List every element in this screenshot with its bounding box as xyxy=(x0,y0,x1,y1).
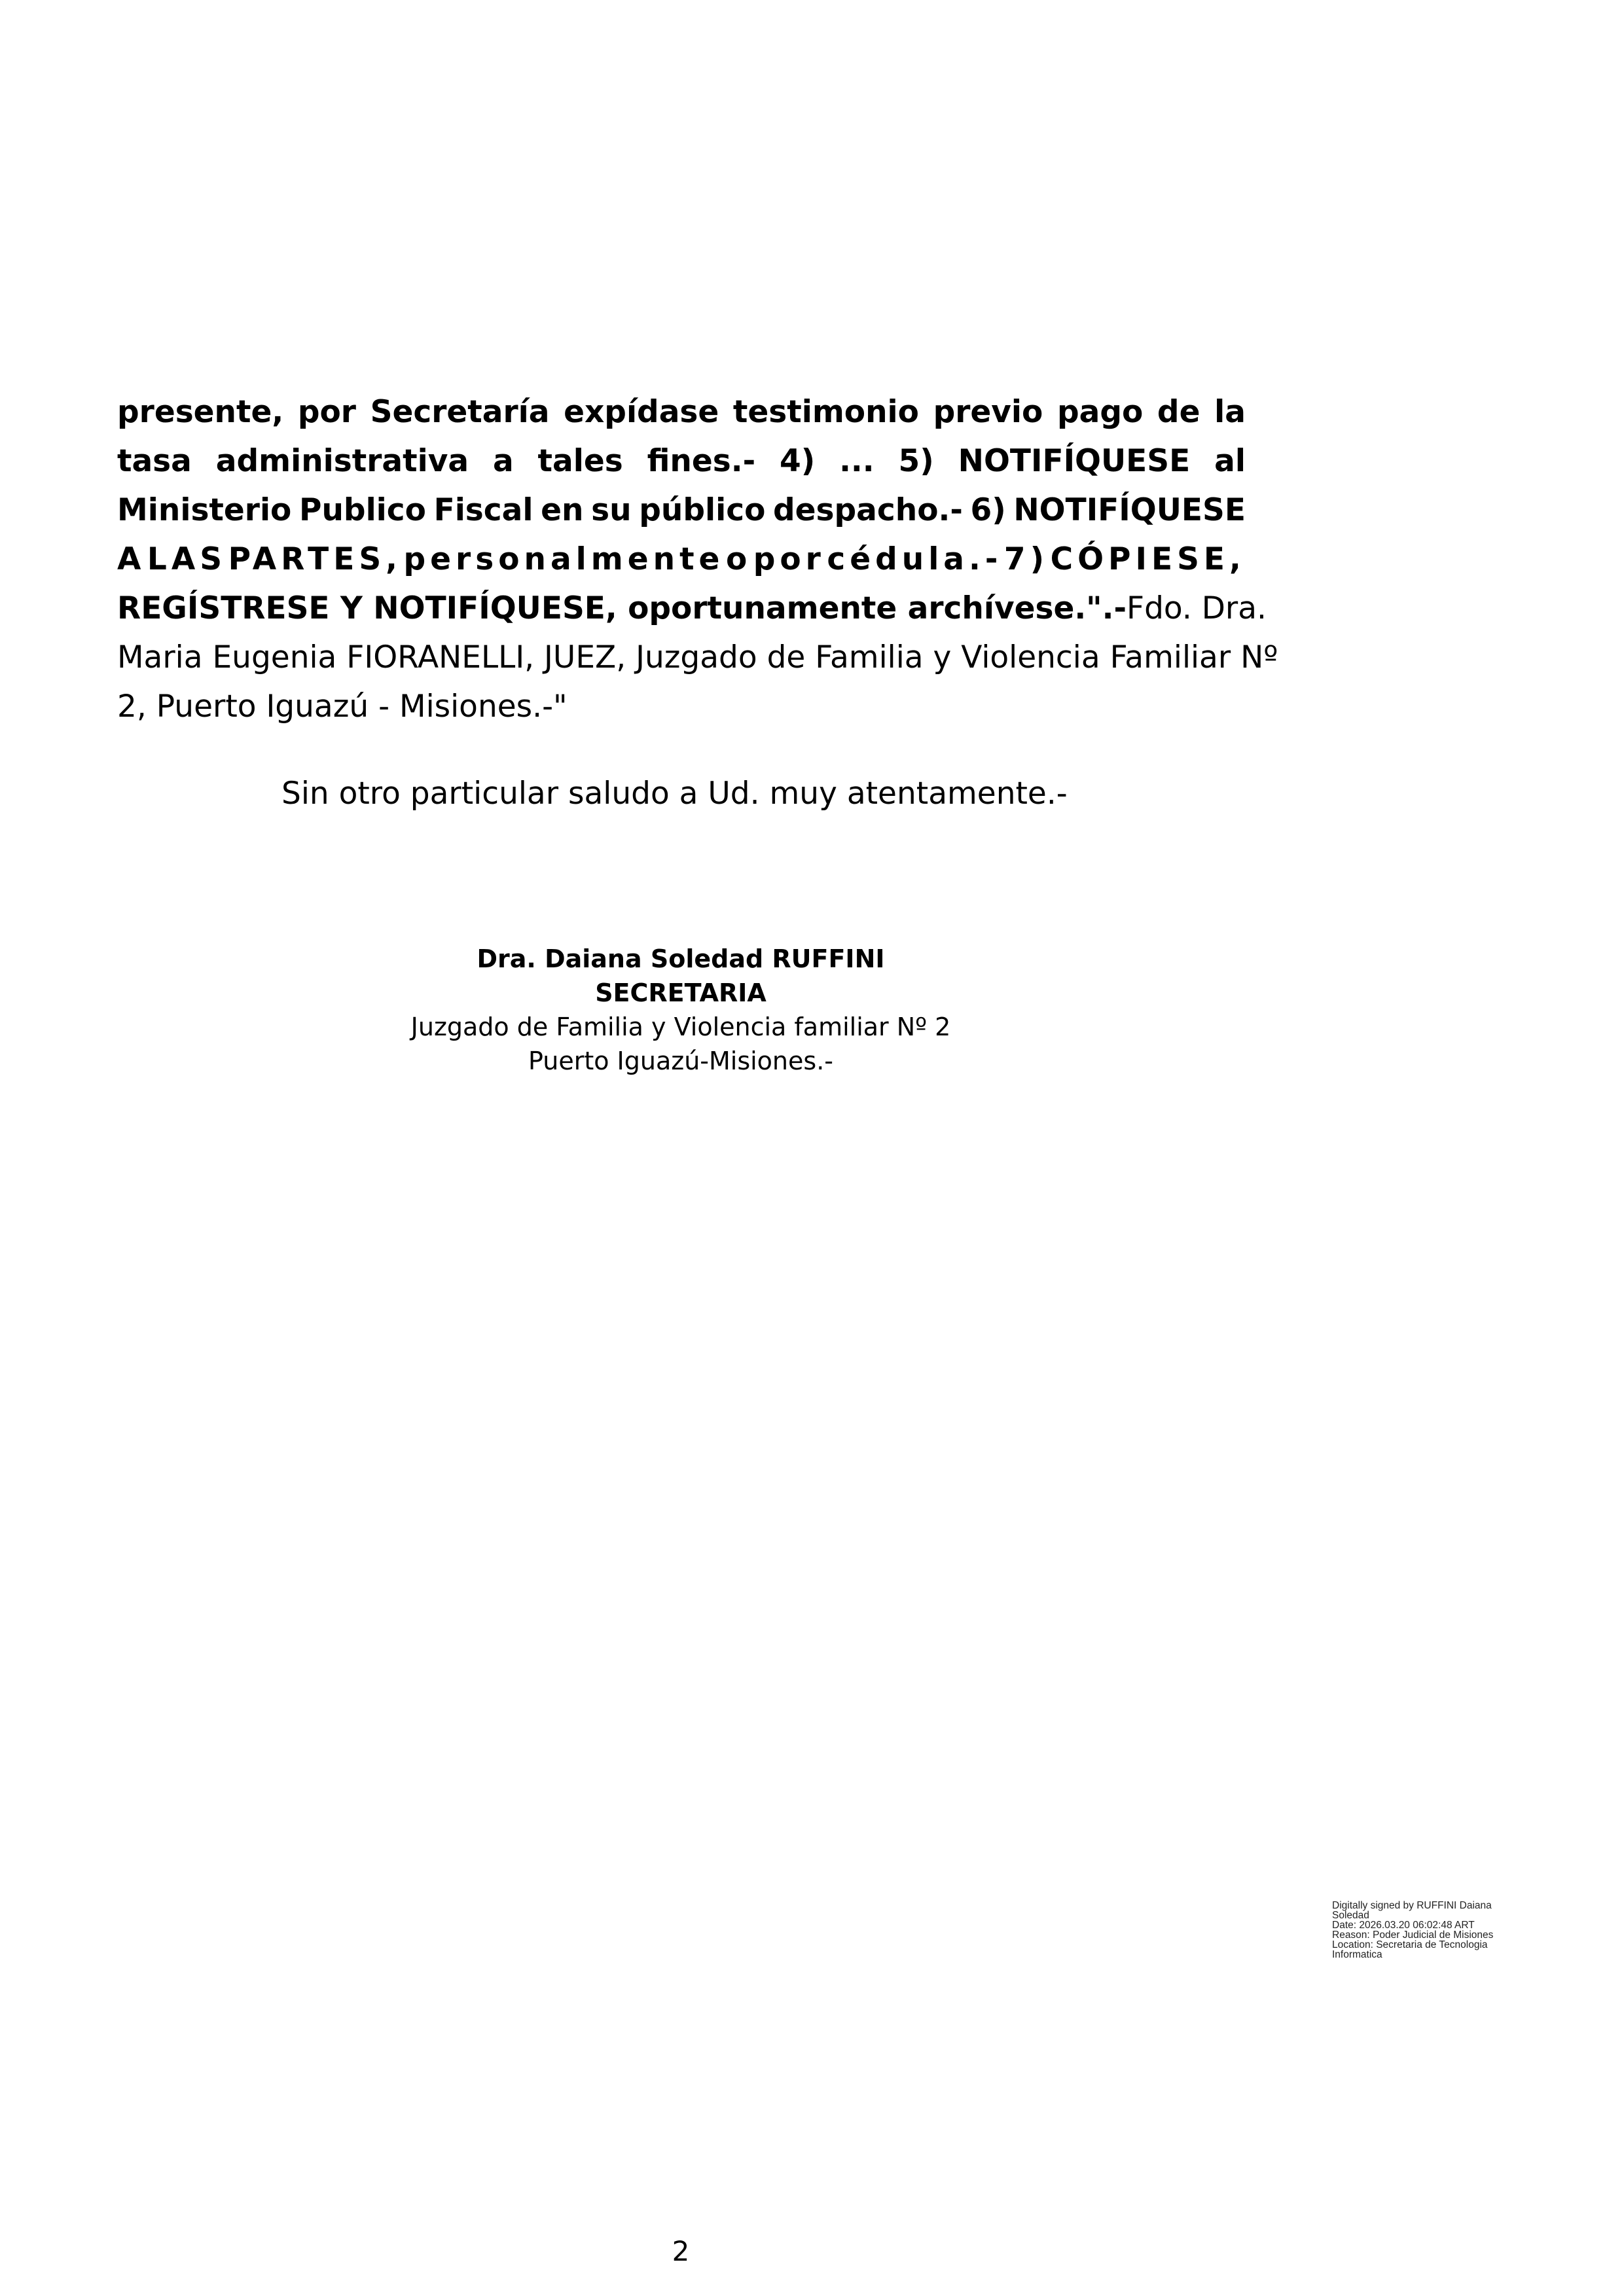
word: CÓPIESE, xyxy=(1050,541,1246,577)
digital-signature-line: Digitally signed by RUFFINI Daiana xyxy=(1332,1900,1492,1911)
word: despacho.- xyxy=(773,492,963,528)
signed-by-prefix: Fdo. Dra. xyxy=(1127,590,1267,626)
word: administrativa xyxy=(215,443,469,479)
word: testimonio xyxy=(732,394,919,430)
word: NOTIFÍQUESE xyxy=(1013,492,1246,528)
closing-salutation: Sin otro particular saludo a Ud. muy atentamente.- xyxy=(281,776,1068,812)
signature-block xyxy=(353,942,1008,1078)
word: en xyxy=(541,492,584,528)
word: por xyxy=(753,541,825,577)
bold-clause: REGÍSTRESE Y NOTIFÍQUESE, oportunamente archívese.".- xyxy=(117,590,1127,626)
word: 4) xyxy=(780,443,816,479)
word: Publico xyxy=(299,492,426,528)
paragraph-line-2 xyxy=(117,437,1246,486)
digital-signature-line: Reason: Poder Judicial de Misiones xyxy=(1332,1929,1494,1941)
digital-signature-stamp xyxy=(1332,1901,1522,1960)
word: Secretaría xyxy=(370,394,550,430)
body-paragraph xyxy=(117,387,1278,731)
word: Fiscal xyxy=(433,492,533,528)
word: la xyxy=(1214,394,1246,430)
word: LAS xyxy=(147,541,227,577)
word: previo xyxy=(933,394,1043,430)
signer-title: SECRETARIA xyxy=(595,978,767,1007)
paragraph-line-4 xyxy=(117,535,1246,584)
paragraph-line-6: Maria Eugenia FIORANELLI, JUEZ, Juzgado de Familia y Violencia Familiar Nº xyxy=(117,639,1278,675)
word: NOTIFÍQUESE xyxy=(958,443,1191,479)
word: su xyxy=(591,492,632,528)
word: cédula.- xyxy=(827,541,1003,577)
paragraph-line-5 xyxy=(117,584,1267,633)
word: 6) xyxy=(970,492,1006,528)
word: al xyxy=(1214,443,1246,479)
digital-signature-line: Location: Secretaria de Tecnologia xyxy=(1332,1939,1488,1950)
digital-signature-line: Date: 2026.03.20 06:02:48 ART xyxy=(1332,1920,1475,1931)
word: personalmente xyxy=(403,541,725,577)
paragraph-line-7: 2, Puerto Iguazú - Misiones.-" xyxy=(117,689,568,725)
word: fines.- xyxy=(647,443,756,479)
word: de xyxy=(1157,394,1200,430)
word: tales xyxy=(537,443,623,479)
word: 7) xyxy=(1003,541,1049,577)
word: A xyxy=(117,541,146,577)
word: 5) xyxy=(898,443,934,479)
page-number: 2 xyxy=(672,2235,690,2267)
word: tasa xyxy=(117,443,192,479)
signer-name: Dra. Daiana Soledad RUFFINI xyxy=(477,944,885,973)
word: presente, xyxy=(117,394,284,430)
word: expídase xyxy=(564,394,719,430)
word: PARTES, xyxy=(228,541,403,577)
word: a xyxy=(492,443,514,479)
digital-signature-line: Soledad xyxy=(1332,1910,1369,1921)
paragraph-line-3 xyxy=(117,486,1246,535)
signer-location: Puerto Iguazú-Misiones.- xyxy=(528,1047,833,1075)
word: público xyxy=(639,492,766,528)
word: por xyxy=(297,394,356,430)
word: o xyxy=(725,541,752,577)
digital-signature-line: Informatica xyxy=(1332,1949,1382,1960)
word: pago xyxy=(1056,394,1144,430)
word: Ministerio xyxy=(117,492,292,528)
word: ... xyxy=(839,443,875,479)
signer-court: Juzgado de Familia y Violencia familiar Nº 2 xyxy=(410,1013,951,1041)
paragraph-line-1 xyxy=(117,387,1246,437)
